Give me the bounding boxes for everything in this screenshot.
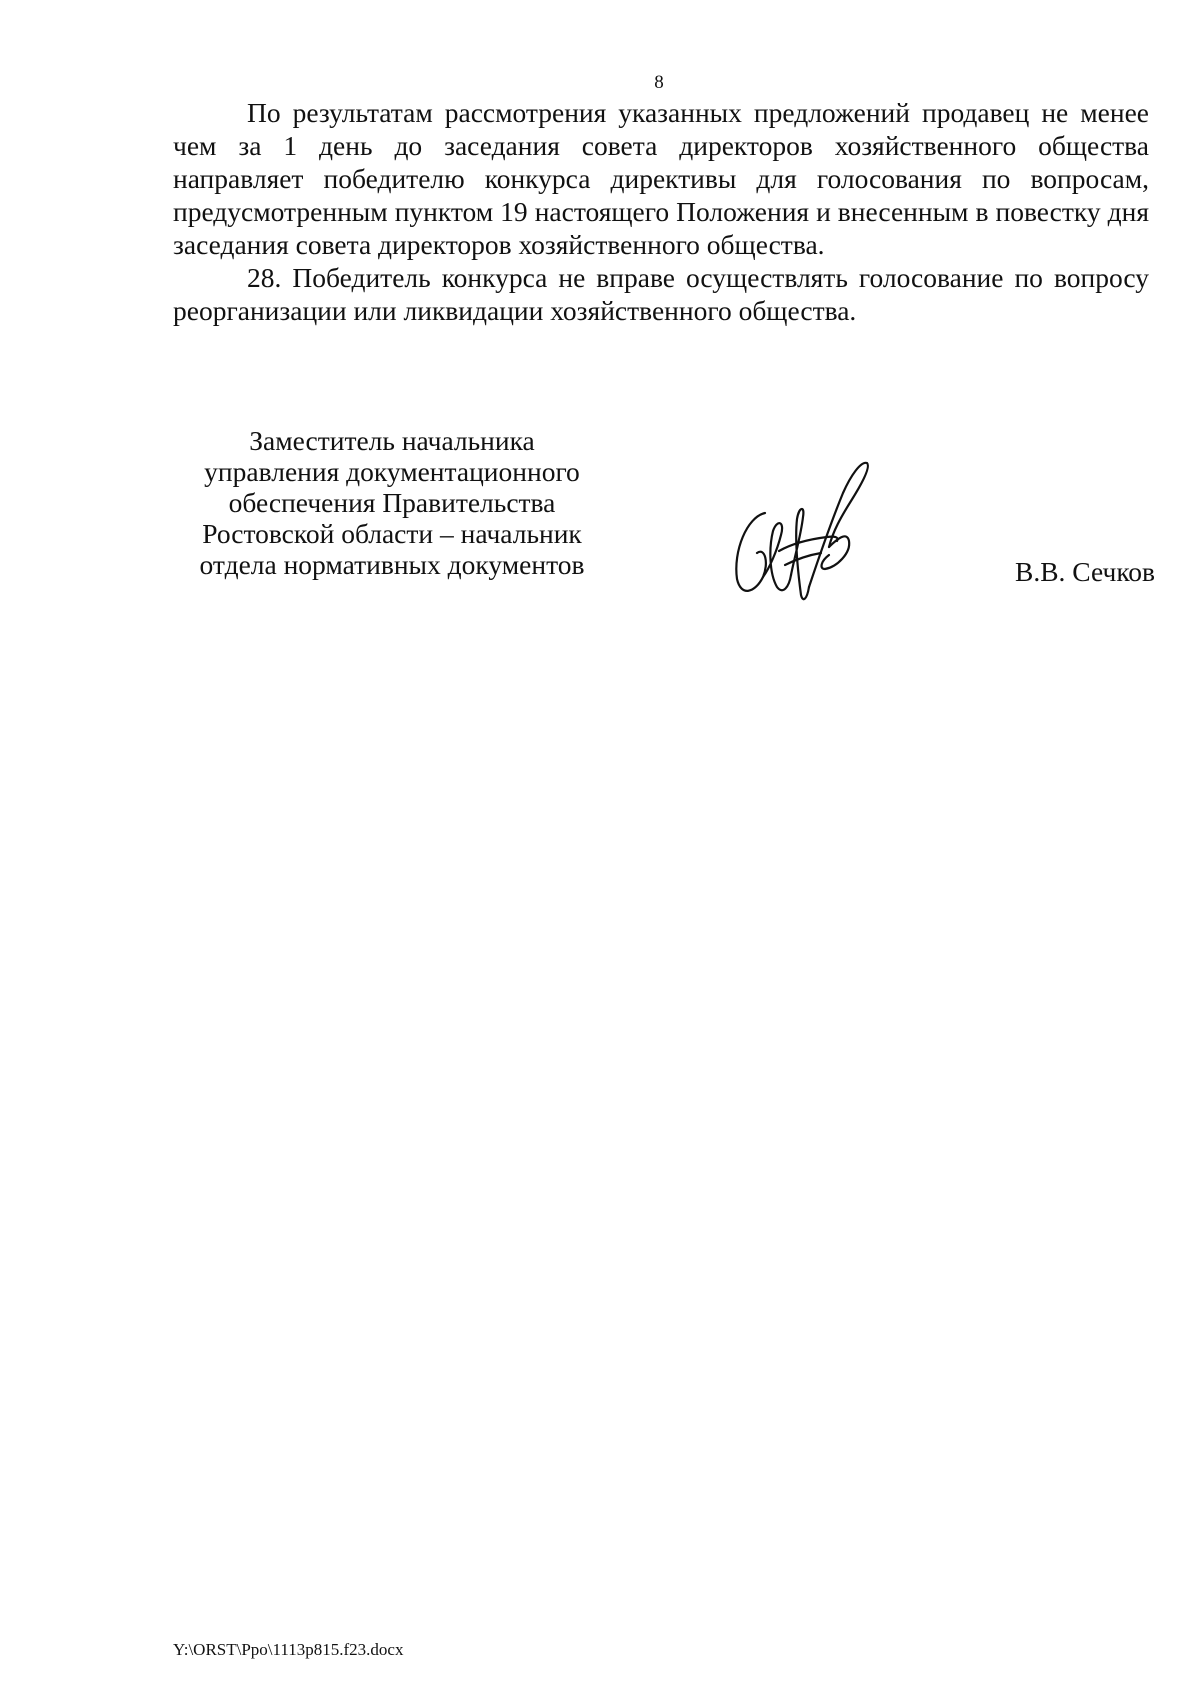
paragraph-directives: По результатам рассмотрения указанных предложений продавец не менее чем за 1 день до заседания совета директоров хозяйственного общества направляет победителю конкурса директивы для голосования по вопросам, предусмотренным пунктом 19 настоящего Положения и внесенным в повестку дня заседания совета директоров хозяйственного общества.	[173, 97, 1149, 260]
signer-title-line: управления документационного	[204, 456, 580, 487]
paragraph-item-28: 28. Победитель конкурса не вправе осуществлять голосование по вопросу реорганизации или ликвидации хозяйственного общества.	[173, 262, 1149, 326]
signer-name: В.В. Сечков	[1015, 556, 1156, 587]
handwritten-signature	[725, 455, 885, 605]
signer-title-line: Заместитель начальника	[249, 425, 535, 456]
signer-title	[172, 425, 612, 580]
footer-file-path: Y:\ORST\Ppo\1113p815.f23.docx	[173, 1640, 404, 1659]
body-text	[173, 96, 1149, 327]
signer-title-line: отдела нормативных документов	[199, 549, 585, 580]
signer-title-line: обеспечения Правительства	[228, 487, 556, 518]
signer-title-line: Ростовской области – начальник	[202, 518, 582, 549]
page-number: 8	[654, 72, 664, 93]
